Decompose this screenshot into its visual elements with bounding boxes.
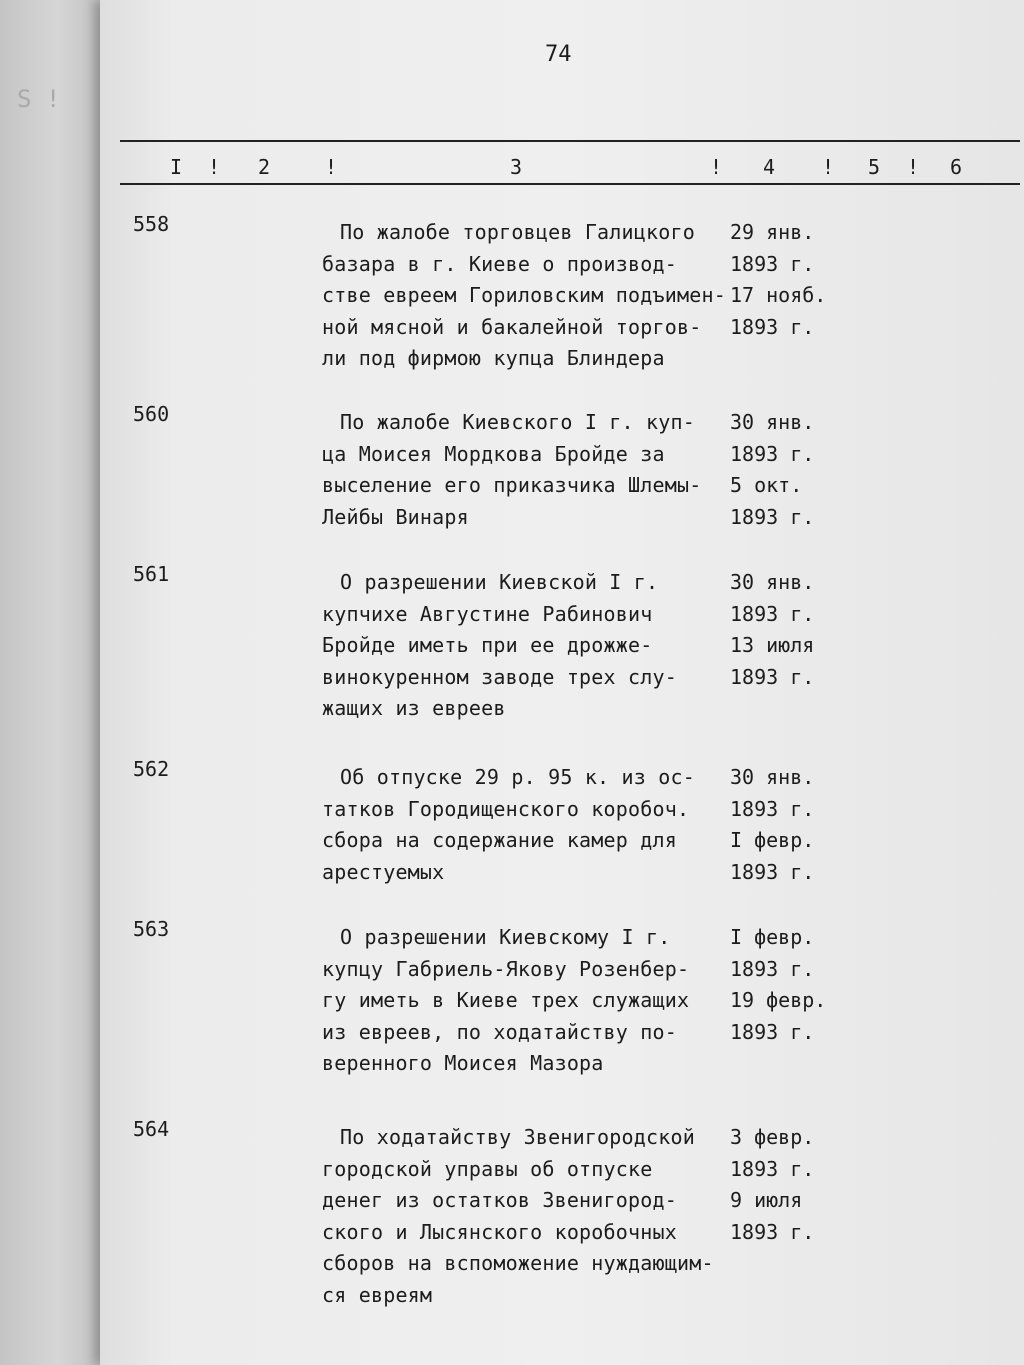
entry-date-line: 9 июля xyxy=(730,1188,803,1212)
entry-date-line: 30 янв. xyxy=(730,570,815,594)
column-header: 5 xyxy=(868,155,881,179)
entry-description-line: ца Моисея Мордкова Бройде за xyxy=(322,441,665,466)
entry-date-line: 17 нояб. xyxy=(730,283,827,307)
entry-description-line: ского и Лысянского коробочных xyxy=(322,1219,677,1244)
column-header: 4 xyxy=(763,155,776,179)
entry-description-line: О разрешении Киевскому I г. xyxy=(340,925,671,949)
entry-number: 558 xyxy=(133,212,170,236)
entry-description-line: ся евреям xyxy=(322,1282,433,1307)
entry-date-line: 1893 г. xyxy=(730,1156,815,1181)
entry-description-line: винокуренном заводе трех слу- xyxy=(322,664,677,689)
entry-date-line: 19 февр. xyxy=(730,988,827,1012)
entry-description-line: По жалобе торговцев Галицкого xyxy=(340,220,695,244)
entry-date-line: 1893 г. xyxy=(730,251,815,276)
entry-date-line: 1893 г. xyxy=(730,1019,815,1044)
entry-date-line: 1893 г. xyxy=(730,859,815,884)
entry-number: 562 xyxy=(133,757,170,781)
entry-description-line: гу иметь в Киеве трех служащих xyxy=(322,988,690,1012)
entry-description-line: стве евреем Гориловским подъимен- xyxy=(322,283,726,307)
entry-description-line: из евреев, по ходатайству по- xyxy=(322,1019,677,1044)
entry-description-line: О разрешении Киевской I г. xyxy=(340,570,659,594)
entry-description-line: Об отпуске 29 р. 95 к. из ос- xyxy=(340,765,695,789)
entry-description-line: ли под фирмою купца Блиндера xyxy=(322,346,665,370)
entry-description-line: выселение его приказчика Шлемы- xyxy=(322,473,702,497)
entry-description-line: По ходатайству Звенигородской xyxy=(340,1125,695,1149)
entry-date-line: 29 янв. xyxy=(730,220,815,244)
entry-date-line: I февр. xyxy=(730,828,815,852)
entry-date-line: 1893 г. xyxy=(730,601,815,626)
entry-date-line: 30 янв. xyxy=(730,410,815,434)
entry-date-line: 1893 г. xyxy=(730,441,815,466)
entry-date-line: 1893 г. xyxy=(730,1219,815,1244)
entry-date-line: 30 янв. xyxy=(730,765,815,789)
entry-date-line: 1893 г. xyxy=(730,796,815,821)
entry-description-line: Лейбы Винаря xyxy=(322,504,469,529)
entry-number: 561 xyxy=(133,562,170,586)
entry-description-line: По жалобе Киевского I г. куп- xyxy=(340,410,695,434)
entry-description-line: жащих из евреев xyxy=(322,696,506,720)
column-header: ! xyxy=(325,155,338,179)
entry-description-line: сбора на содержание камер для xyxy=(322,828,677,852)
entry-date-line: 1893 г. xyxy=(730,504,815,529)
entry-date-line: I февр. xyxy=(730,925,815,949)
entry-description-line: базара в г. Киеве о производ- xyxy=(322,251,677,276)
entry-date-line: 1893 г. xyxy=(730,314,815,339)
entry-description-line: денег из остатков Звенигород- xyxy=(322,1188,677,1212)
entry-description-line: купчихе Августине Рабинович xyxy=(322,601,653,626)
entry-description-line: Бройде иметь при ее дрожже- xyxy=(322,633,653,657)
header-rule-top xyxy=(120,140,1020,142)
column-header: 2 xyxy=(258,155,271,179)
column-header: 3 xyxy=(510,155,523,179)
entry-date-line: 13 июля xyxy=(730,633,815,657)
entry-description-line: купцу Габриель-Якову Розенбер- xyxy=(322,956,690,981)
entry-description-line: ной мясной и бакалейной торгов- xyxy=(322,314,702,339)
entry-description-line: сборов на вспоможение нуждающим- xyxy=(322,1251,714,1275)
entry-number: 560 xyxy=(133,402,170,426)
column-header: ! xyxy=(907,155,920,179)
entry-date-line: 5 окт. xyxy=(730,473,803,497)
left-page-marks: S ! xyxy=(17,85,61,113)
entry-number: 563 xyxy=(133,917,170,941)
entry-description-line: городской управы об отпуске xyxy=(322,1156,653,1181)
left-page-edge xyxy=(0,0,105,1365)
column-header: ! xyxy=(208,155,221,179)
entry-description-line: веренного Моисея Мазора xyxy=(322,1051,604,1075)
entry-description-line: арестуемых xyxy=(322,859,445,884)
entry-date-line: 1893 г. xyxy=(730,956,815,981)
column-header: 6 xyxy=(950,155,963,179)
column-header: I xyxy=(170,155,183,179)
column-header: ! xyxy=(822,155,835,179)
page-number: 74 xyxy=(545,42,572,67)
entry-date-line: 1893 г. xyxy=(730,664,815,689)
header-rule-bottom xyxy=(120,183,1020,185)
entry-description-line: татков Городищенского коробоч. xyxy=(322,796,690,821)
column-header: ! xyxy=(710,155,723,179)
entry-date-line: 3 февр. xyxy=(730,1125,815,1149)
entry-number: 564 xyxy=(133,1117,170,1141)
